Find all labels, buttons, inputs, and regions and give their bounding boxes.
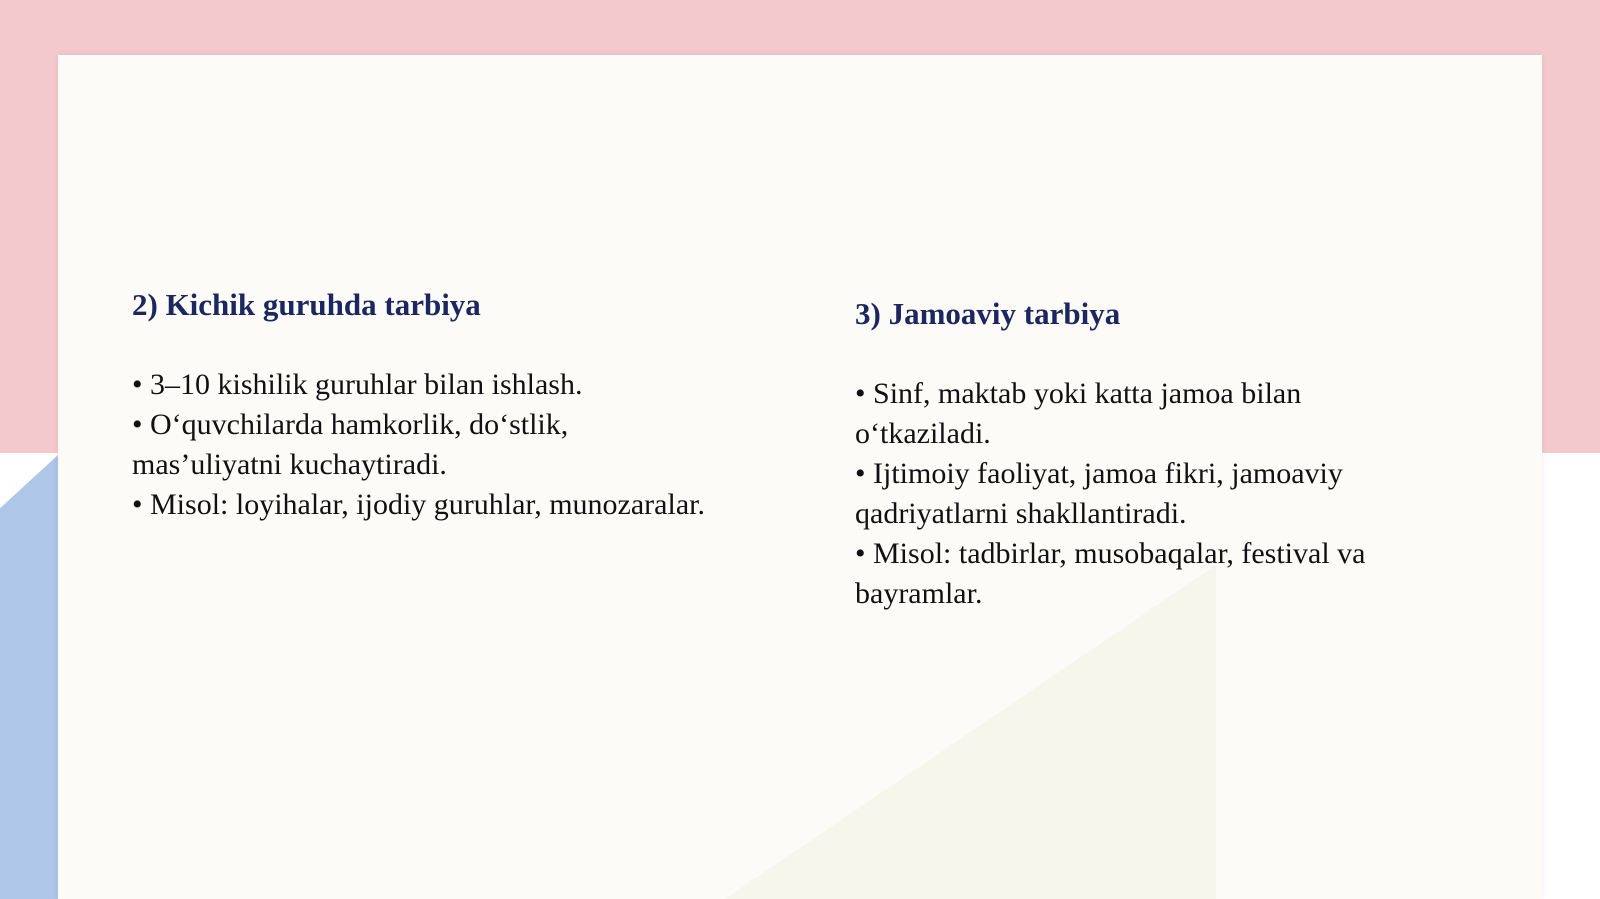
- right-line: o‘tkaziladi.: [855, 417, 991, 450]
- right-line: bayramlar.: [855, 577, 983, 610]
- left-line: • O‘quvchilarda hamkorlik, do‘stlik,: [132, 408, 569, 441]
- right-line: • Sinf, maktab yoki katta jamoa bilan: [855, 377, 1302, 410]
- left-column: [132, 285, 812, 525]
- right-line: qadriyatlarni shakllantiradi.: [855, 497, 1187, 530]
- right-column: [855, 294, 1455, 614]
- left-body: [132, 365, 812, 525]
- left-line: mas’uliyatni kuchaytiradi.: [132, 448, 447, 481]
- left-heading: 2) Kichik guruhda tarbiya: [132, 287, 481, 322]
- left-line: • Misol: loyihalar, ijodiy guruhlar, munozaralar.: [132, 488, 705, 521]
- right-body: [855, 374, 1455, 614]
- right-line: • Misol: tadbirlar, musobaqalar, festival va: [855, 537, 1366, 570]
- right-heading: 3) Jamoaviy tarbiya: [855, 296, 1121, 331]
- card-tint-shape: [716, 565, 1216, 899]
- right-line: • Ijtimoiy faoliyat, jamoa fikri, jamoaviy: [855, 457, 1343, 490]
- background-blue-shape: [0, 455, 58, 899]
- left-line: • 3–10 kishilik guruhlar bilan ishlash.: [132, 368, 583, 401]
